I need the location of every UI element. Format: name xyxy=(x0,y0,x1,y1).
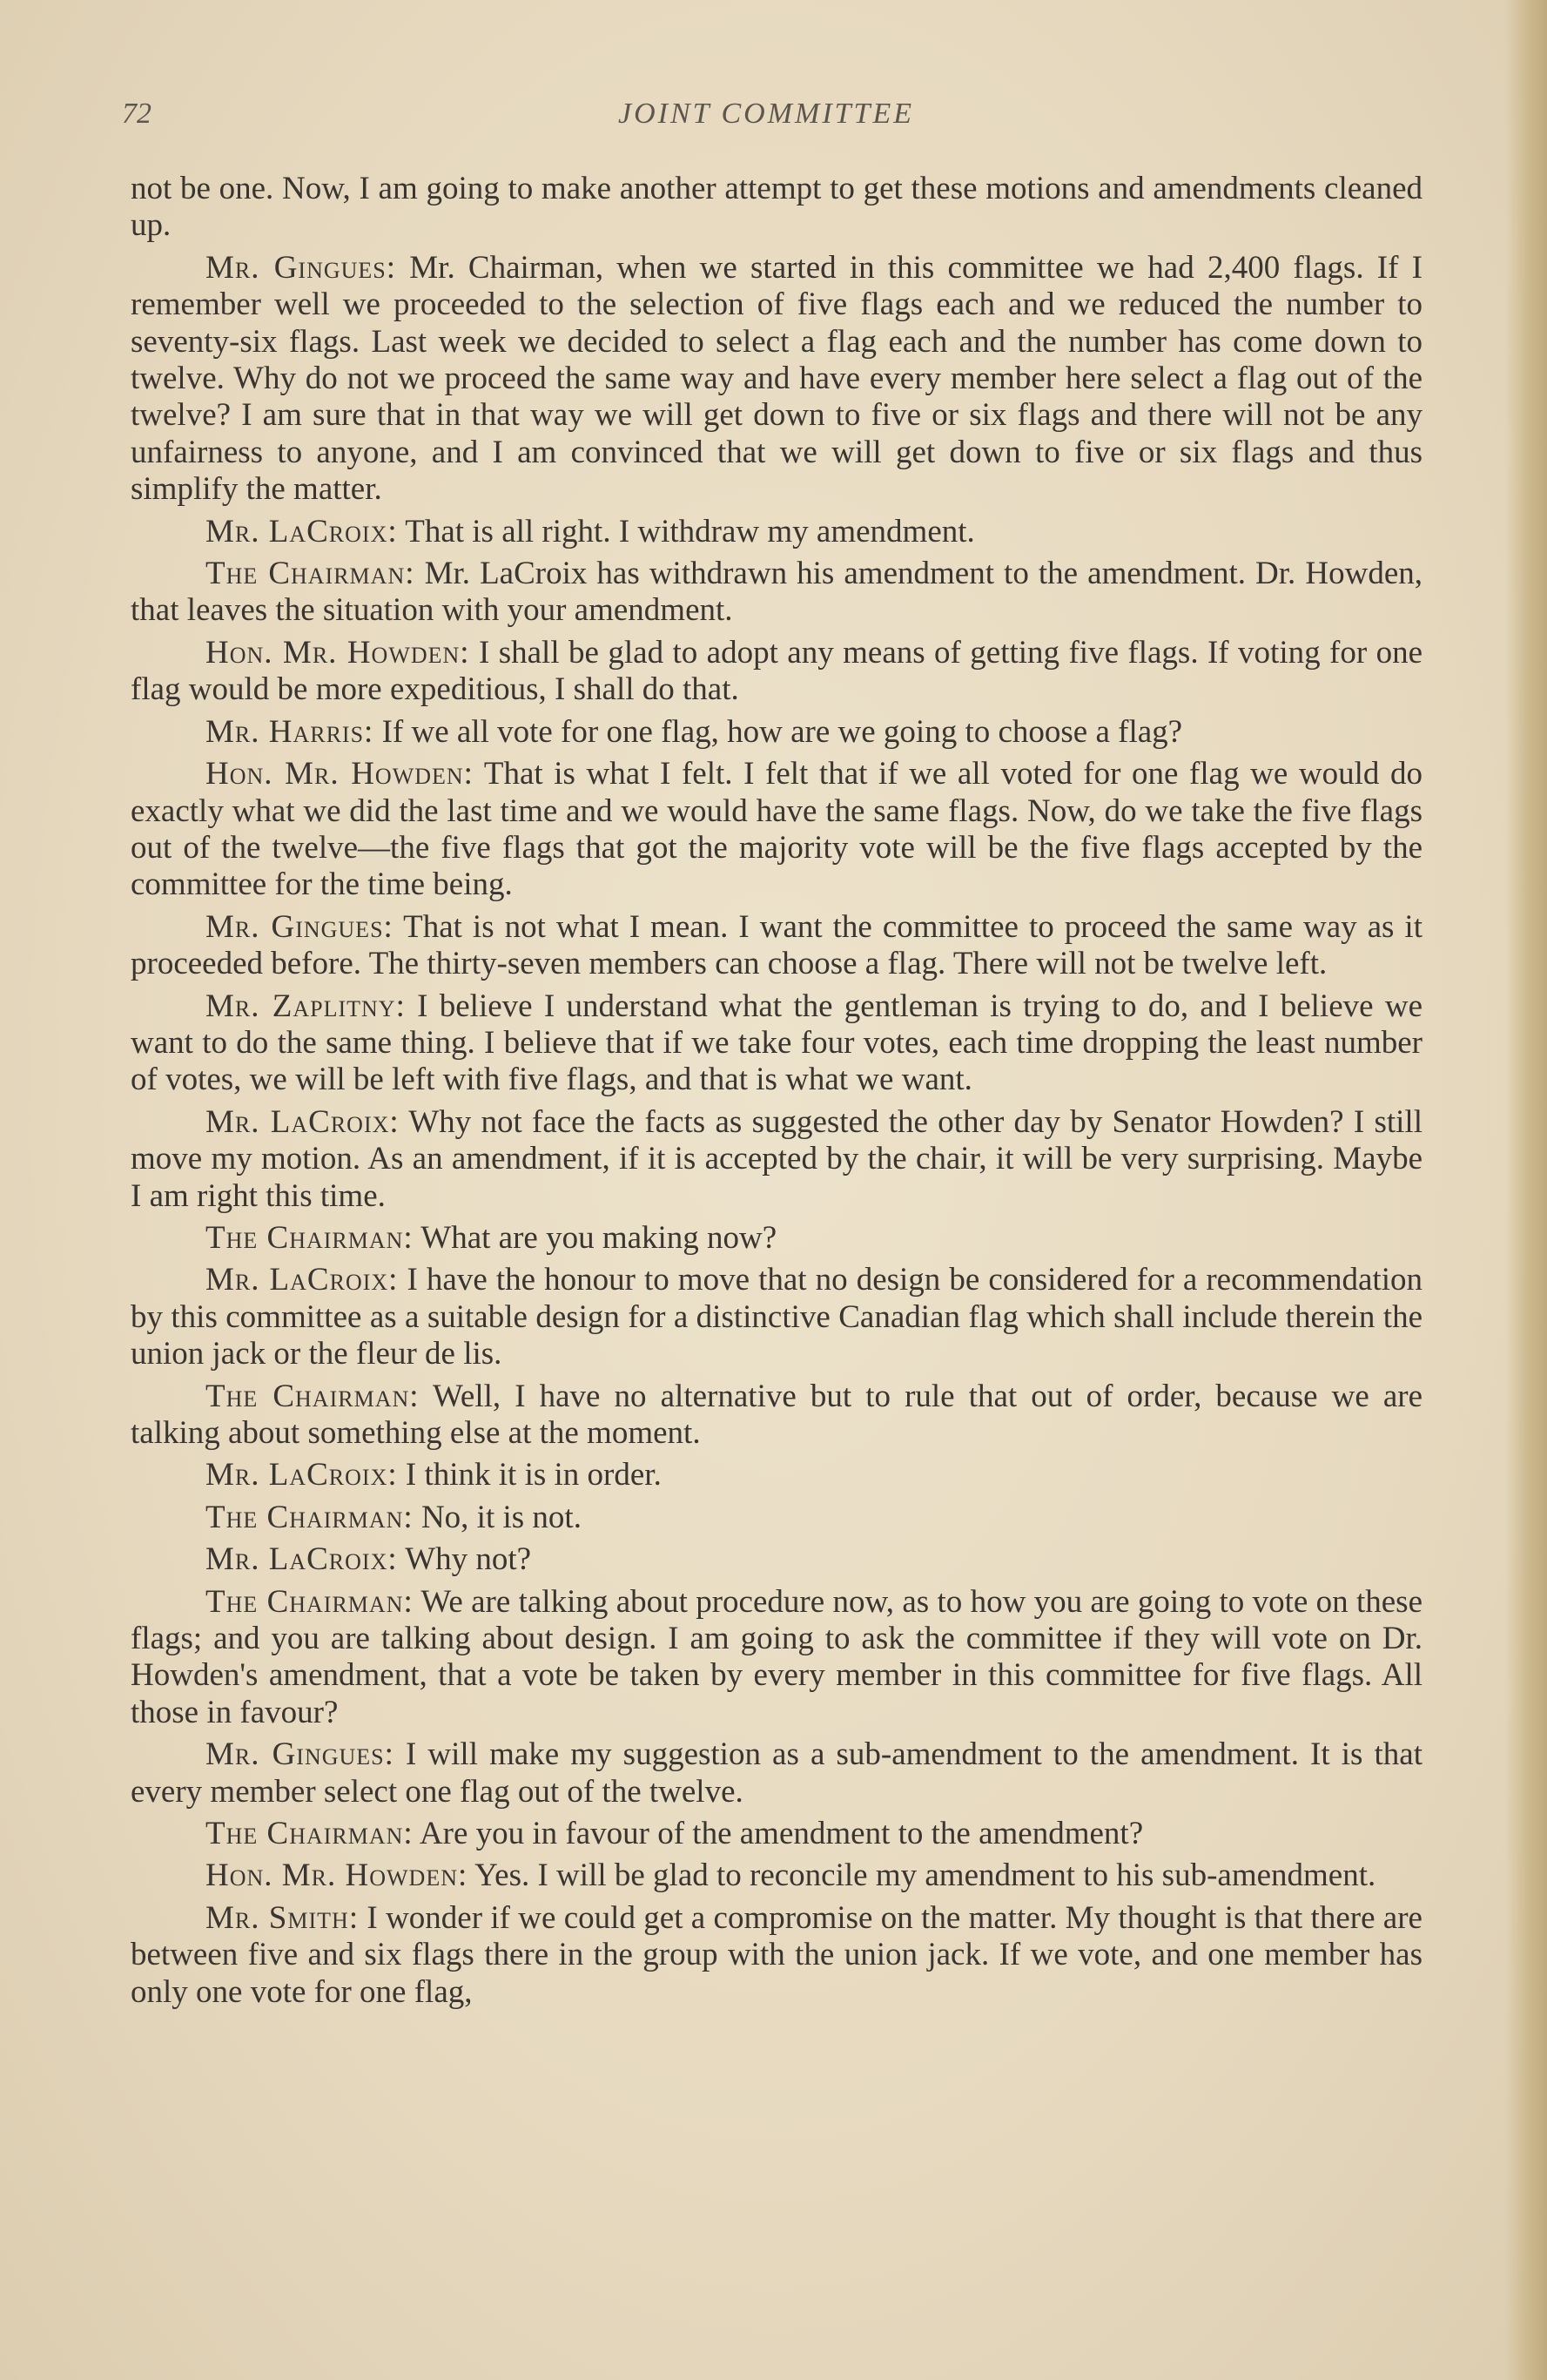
body-text xyxy=(131,171,1423,2016)
speaker-name: Mr. Zaplitny: xyxy=(205,988,406,1024)
speaker-name: Mr. Gingues: xyxy=(205,908,393,945)
paragraph-text: No, it is not. xyxy=(413,1499,582,1535)
paragraph xyxy=(131,171,1423,245)
paragraph xyxy=(131,1500,1423,1536)
paragraph-text: That is all right. I withdraw my amendment. xyxy=(397,513,975,549)
speaker-name: Mr. LaCroix: xyxy=(205,1103,400,1140)
paragraph-text: I wonder if we could get a compromise on the matter. My thought is that there are between five and six flags there in the group with the union jack. If we vote, and one member has only one vote for one flag, xyxy=(131,1899,1423,2010)
paragraph-text: not be one. Now, I am going to make another attempt to get these motions and amendments cleaned up. xyxy=(131,171,1423,244)
paragraph-text: I believe I understand what the gentleman is trying to do, and I believe we want to do the same thing. I believe that if we take four votes, each time dropping the least number of votes, we will be left with five flags, and that is what we want. xyxy=(131,988,1423,1098)
paragraph-text: Why not face the facts as suggested the other day by Senator Howden? I still move my motion. As an amendment, if it is accepted by the chair, it will be very surprising. Maybe I am right this time. xyxy=(131,1103,1423,1214)
paragraph xyxy=(131,556,1423,630)
paragraph xyxy=(131,1857,1423,1894)
paragraph xyxy=(131,1736,1423,1810)
paragraph-text: Well, I have no alternative but to rule that out of order, because we are talking about something else at the moment. xyxy=(131,1378,1423,1451)
paragraph-text: That is not what I mean. I want the committee to proceed the same way as it proceeded before. The thirty-seven members can choose a flag. There will not be twelve left. xyxy=(131,908,1423,982)
paragraph xyxy=(131,1220,1423,1257)
paragraph xyxy=(131,714,1423,751)
speaker-name: Mr. LaCroix: xyxy=(205,1262,399,1298)
paragraph xyxy=(131,635,1423,709)
speaker-name: The Chairman: xyxy=(205,1499,414,1535)
paragraph-text: I think it is in order. xyxy=(397,1457,662,1493)
paragraph xyxy=(131,1584,1423,1732)
speaker-name: The Chairman: xyxy=(205,1378,420,1414)
paragraph xyxy=(131,756,1423,904)
speaker-name: Hon. Mr. Howden: xyxy=(205,756,474,792)
paragraph-text: I have the honour to move that no design be considered for a recommendation by this committee as a suitable design for a distinctive Canadian flag which shall include therein the union jack or the fleur de lis. xyxy=(131,1262,1423,1372)
paragraph xyxy=(131,514,1423,550)
paragraph xyxy=(131,1816,1423,1852)
paragraph-text: Mr. LaCroix has withdrawn his amendment to the amendment. Dr. Howden, that leaves the situation with your amendment. xyxy=(131,556,1423,629)
paragraph-text: Yes. I will be glad to reconcile my amendment to his sub-amendment. xyxy=(467,1857,1376,1894)
speaker-name: Mr. Gingues: xyxy=(205,1736,394,1773)
paragraph-text: We are talking about procedure now, as to how you are going to vote on these flags; and you are talking about design. I am going to ask the committee if they will vote on Dr. Howden's amendment, that a vote be taken by every member in this committee for five flags. All those in favour? xyxy=(131,1583,1423,1730)
paragraph xyxy=(131,1457,1423,1493)
paragraph xyxy=(131,909,1423,983)
page-spine-shadow xyxy=(1505,0,1547,2380)
paragraph xyxy=(131,1379,1423,1453)
speaker-name: The Chairman: xyxy=(205,556,415,592)
paragraph xyxy=(131,988,1423,1099)
page-number: 72 xyxy=(122,98,151,130)
paragraph-text: I will make my suggestion as a sub-amendment to the amendment. It is that every member select one flag out of the twelve. xyxy=(131,1736,1423,1810)
speaker-name: Mr. LaCroix: xyxy=(205,1457,398,1493)
paragraph xyxy=(131,1104,1423,1215)
speaker-name: The Chairman: xyxy=(205,1816,414,1852)
speaker-name: The Chairman: xyxy=(205,1219,414,1256)
paragraph-text: If we all vote for one flag, how are we going to choose a flag? xyxy=(373,713,1183,750)
paragraph xyxy=(131,1900,1423,2011)
speaker-name: Hon. Mr. Howden: xyxy=(205,1857,468,1894)
paragraph-text: Mr. Chairman, when we started in this committee we had 2,400 flags. If I remember well we proceeded to the selection of five flags each and we reduced the number to seventy-six flags. Last week we decided to select a flag each and the number has come down to twelve. Why do not we proceed the same way and have every member here select a flag out of the twelve? I am sure that in that way we will get down to five or six flags and there will not be any unfairness to anyone, and I am convinced that we will get down to five or six flags and thus simplify the matter. xyxy=(131,249,1423,508)
speaker-name: Mr. LaCroix: xyxy=(205,513,398,549)
paragraph-text: Why not? xyxy=(397,1541,532,1578)
speaker-name: Mr. Gingues: xyxy=(205,249,397,286)
paragraph xyxy=(131,1541,1423,1578)
paragraph xyxy=(131,1262,1423,1372)
speaker-name: Mr. LaCroix: xyxy=(205,1541,398,1578)
paragraph-text: Are you in favour of the amendment to the amendment? xyxy=(413,1816,1144,1852)
paragraph-text: What are you making now? xyxy=(413,1219,777,1256)
paragraph-text: I shall be glad to adopt any means of getting five flags. If voting for one flag would be more expeditious, I shall do that. xyxy=(131,634,1423,708)
speaker-name: Mr. Harris: xyxy=(205,713,374,750)
speaker-name: The Chairman: xyxy=(205,1583,414,1620)
speaker-name: Hon. Mr. Howden: xyxy=(205,634,470,671)
page-header xyxy=(122,98,1410,141)
paragraph xyxy=(131,250,1423,509)
running-head: JOINT COMMITTEE xyxy=(618,98,914,130)
speaker-name: Mr. Smith: xyxy=(205,1899,360,1936)
paragraph-text: That is what I felt. I felt that if we all voted for one flag we would do exactly what we did the last time and we would have the same flags. Now, do we take the five flags out of the twelve—the five flags that got the majority vote will be the five flags accepted by the committee for the time being. xyxy=(131,756,1423,903)
